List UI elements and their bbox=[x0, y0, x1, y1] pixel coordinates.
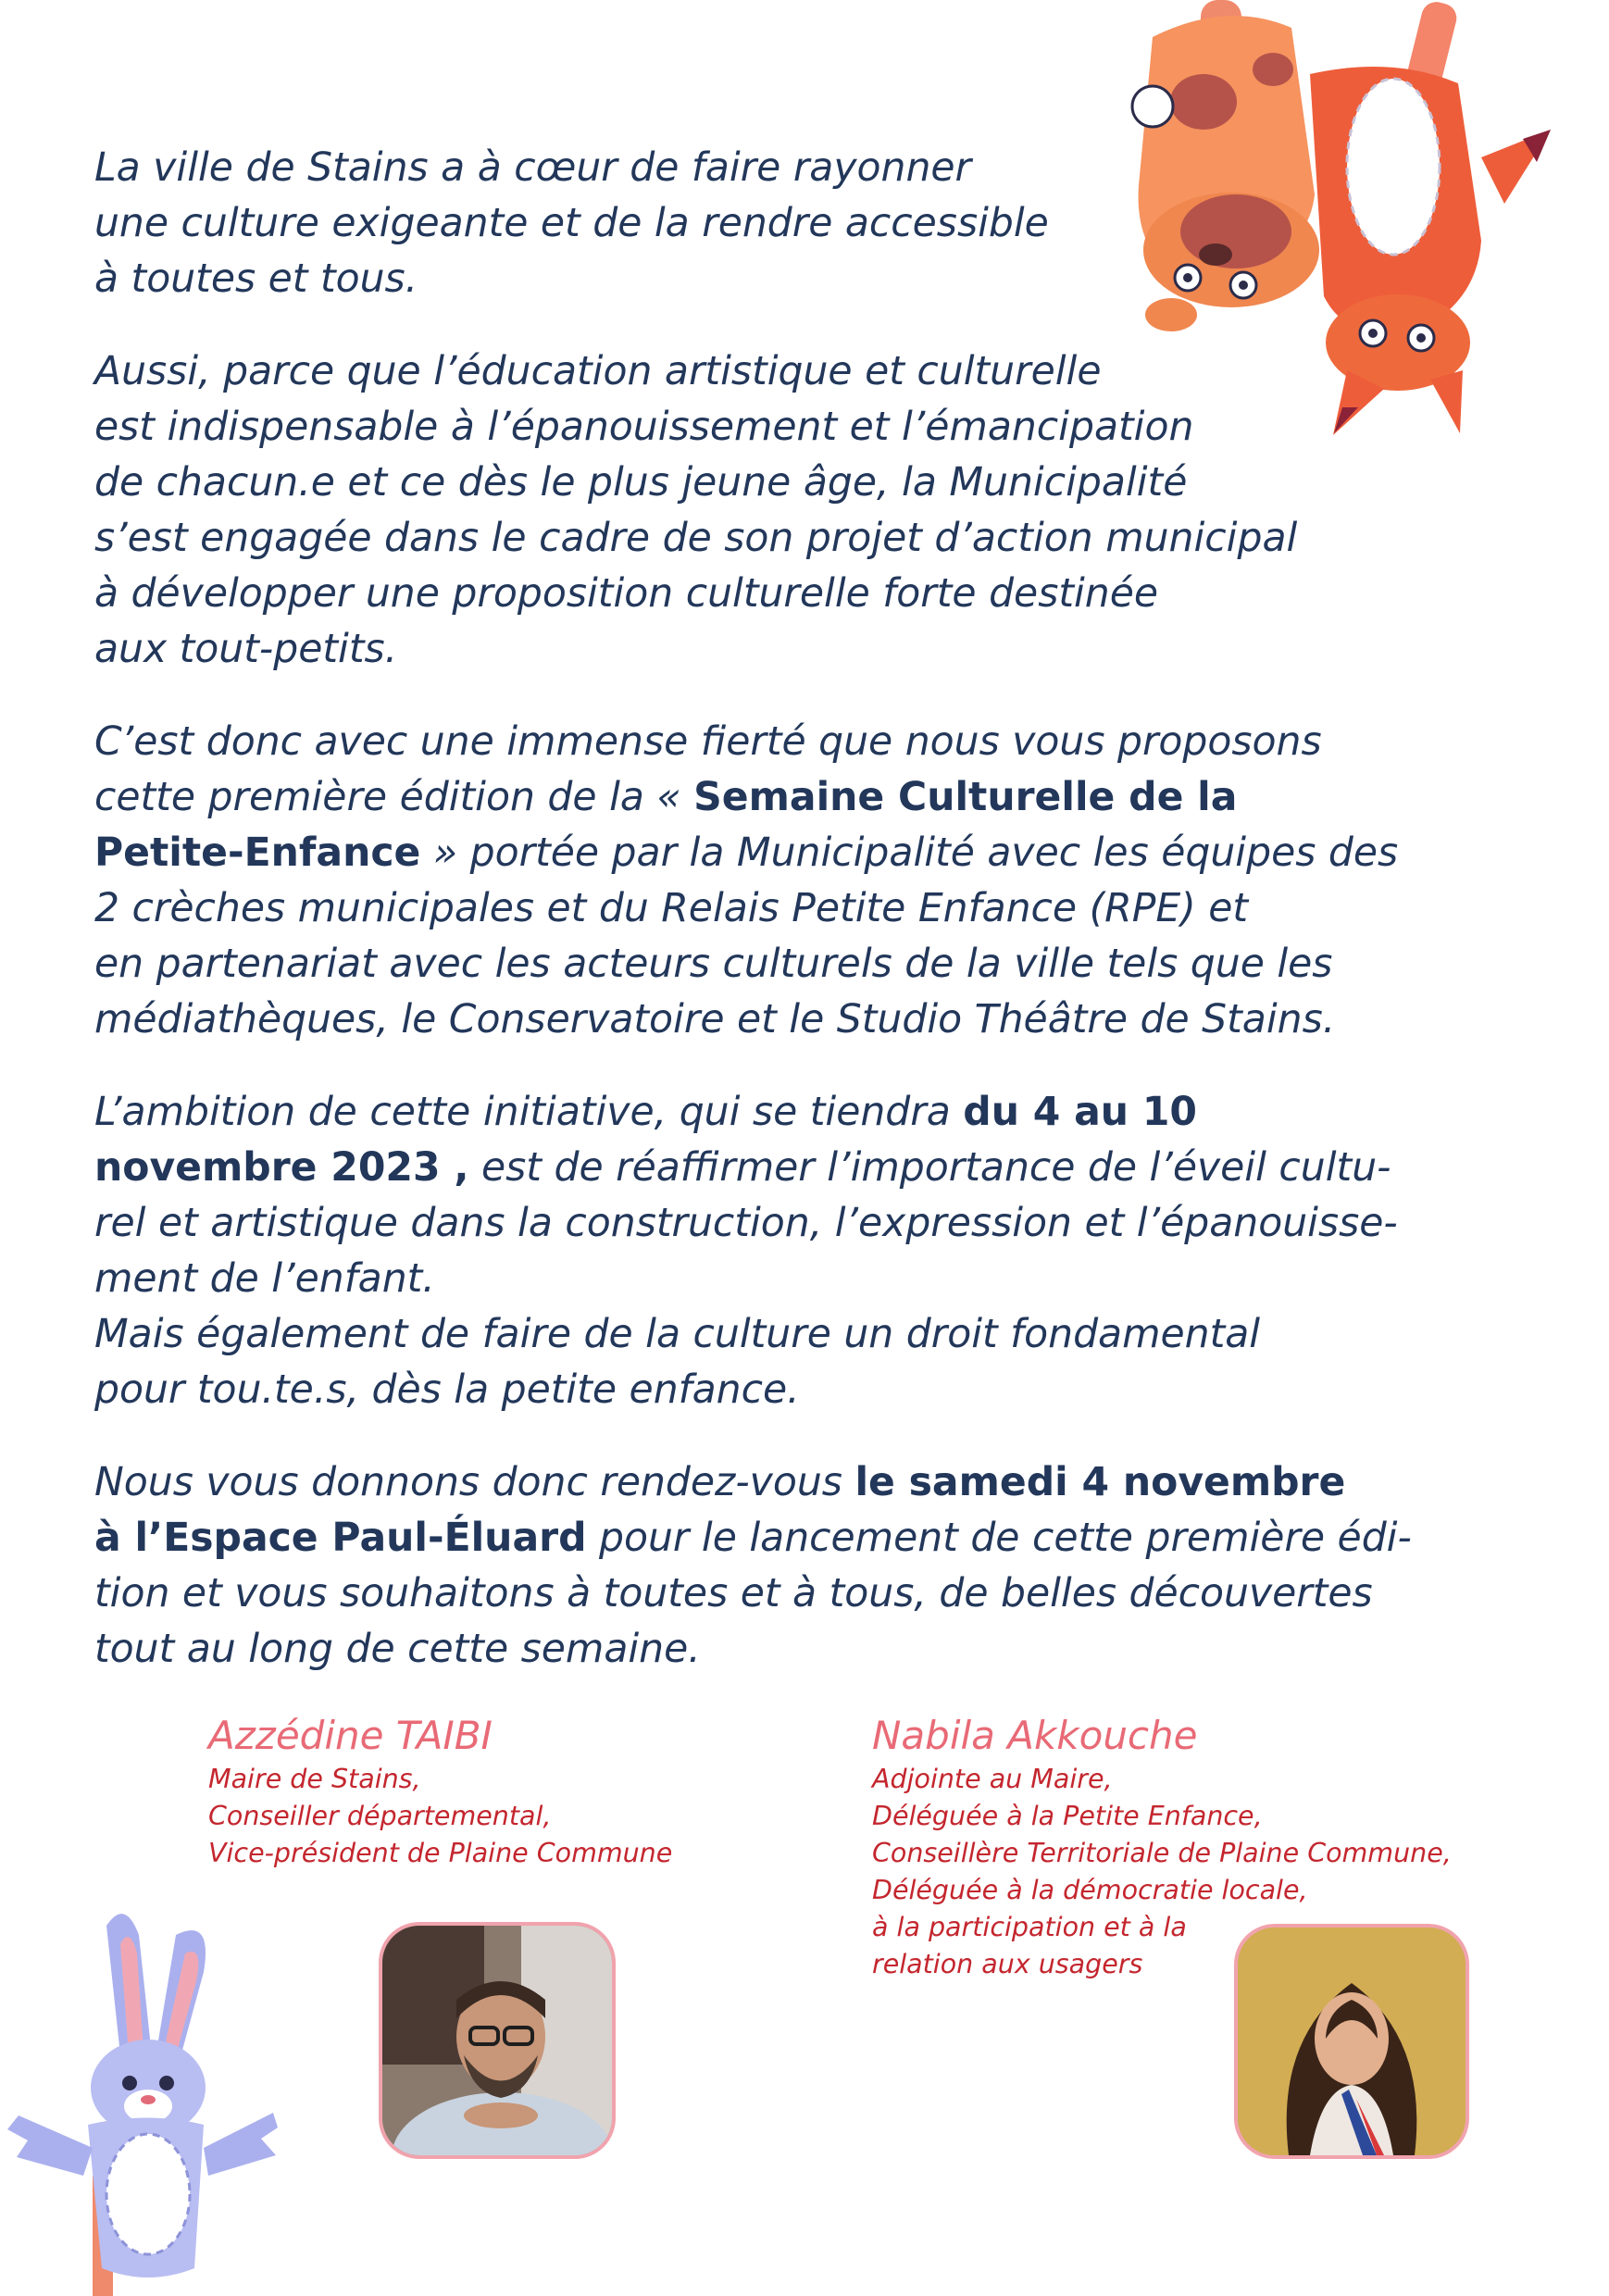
text-segment: ment de l’enfant. bbox=[94, 1256, 435, 1302]
body-paragraph bbox=[94, 1455, 1446, 1678]
text-line bbox=[94, 1363, 1446, 1418]
signatory-role: Maire de Stains, bbox=[208, 1764, 421, 1794]
body-paragraph bbox=[94, 715, 1446, 1048]
text-segment: Mais également de faire de la culture un droit fondamental bbox=[94, 1312, 1261, 1357]
text-line bbox=[94, 196, 1446, 252]
text-line bbox=[94, 715, 1446, 770]
text-line bbox=[94, 511, 1446, 567]
text-line bbox=[94, 992, 1446, 1048]
text-line bbox=[94, 1455, 1446, 1511]
text-segment: L’ambition de cette initiative, qui se tiendra bbox=[94, 1090, 964, 1135]
signatory-role: Conseillère Territoriale de Plaine Commune, bbox=[872, 1838, 1452, 1868]
text-line bbox=[94, 567, 1446, 622]
text-segment: tout au long de cette semaine. bbox=[94, 1627, 701, 1672]
text-line bbox=[94, 1196, 1446, 1252]
signatory-role: Adjointe au Maire, bbox=[872, 1764, 1113, 1794]
text-segment: 2 crèches municipales et du Relais Petite Enfance (RPE) et bbox=[94, 886, 1249, 931]
text-segment: pour tou.te.s, dès la petite enfance. bbox=[94, 1367, 800, 1413]
text-line bbox=[94, 881, 1446, 937]
body-paragraph bbox=[94, 1085, 1446, 1418]
text-segment: une culture exigeante et de la rendre accessible bbox=[94, 201, 1049, 246]
text-line bbox=[94, 1141, 1446, 1196]
text-line bbox=[94, 937, 1446, 992]
text-segment: Nous vous donnons donc rendez-vous bbox=[94, 1460, 855, 1505]
text-segment: est indispensable à l’épanouissement et l’émancipation bbox=[94, 405, 1194, 450]
body-text bbox=[94, 141, 1446, 1715]
signatory-name: Nabila Akkouche bbox=[872, 1713, 1198, 1758]
text-segment: » portée par la Municipalité avec les équipes des bbox=[420, 830, 1399, 876]
portrait-photo bbox=[382, 1926, 612, 2155]
portrait-photo bbox=[1238, 1928, 1466, 2155]
text-segment: tion et vous souhaitons à toutes et à tous, de belles découvertes bbox=[94, 1571, 1373, 1616]
signature-left bbox=[208, 1711, 672, 1872]
signatory-role: relation aux usagers bbox=[872, 1949, 1143, 1979]
text-line bbox=[94, 455, 1446, 511]
signatory-name: Azzédine TAIBI bbox=[208, 1713, 493, 1758]
text-line bbox=[94, 1252, 1446, 1307]
bunny-puppet-illustration bbox=[0, 1898, 278, 2296]
signatory-role: Déléguée à la Petite Enfance, bbox=[872, 1801, 1263, 1831]
text-segment: s’est engagée dans le cadre de son projet d’action municipal bbox=[94, 516, 1298, 561]
text-line bbox=[94, 1622, 1446, 1678]
bold-text: le samedi 4 novembre bbox=[854, 1460, 1346, 1505]
text-line bbox=[94, 141, 1446, 196]
portrait-photo-right bbox=[1234, 1924, 1469, 2159]
bold-text: Semaine Culturelle de la bbox=[693, 775, 1238, 820]
text-line bbox=[94, 252, 1446, 307]
bold-text: novembre 2023 , bbox=[94, 1145, 469, 1191]
text-segment: de chacun.e et ce dès le plus jeune âge, la Municipalité bbox=[94, 460, 1188, 505]
signatory-role: Déléguée à la démocratie locale, bbox=[872, 1875, 1308, 1905]
portrait-photo-left bbox=[379, 1922, 616, 2159]
text-segment: en partenariat avec les acteurs culturels de la ville tels que les bbox=[94, 942, 1333, 987]
text-segment: Aussi, parce que l’éducation artistique et culturelle bbox=[94, 349, 1102, 394]
text-line bbox=[94, 1566, 1446, 1622]
signatory-role: à la participation et à la bbox=[872, 1912, 1187, 1942]
text-line bbox=[94, 344, 1446, 400]
bold-text: à l’Espace Paul-Éluard bbox=[94, 1516, 587, 1561]
text-segment: La ville de Stains a à cœur de faire rayonner bbox=[94, 145, 971, 191]
bold-text: Petite-Enfance bbox=[94, 830, 421, 876]
bold-text: du 4 au 10 bbox=[963, 1090, 1197, 1135]
text-line bbox=[94, 400, 1446, 455]
text-line bbox=[94, 1307, 1446, 1363]
text-segment: cette première édition de la « bbox=[94, 775, 694, 820]
text-line bbox=[94, 622, 1446, 678]
body-paragraph bbox=[94, 344, 1446, 678]
body-paragraph bbox=[94, 141, 1446, 307]
text-segment: C’est donc avec une immense fierté que nous vous proposons bbox=[94, 719, 1322, 765]
text-segment: à développer une proposition culturelle forte destinée bbox=[94, 571, 1159, 617]
text-segment: rel et artistique dans la construction, l’expression et l’épanouisse- bbox=[94, 1201, 1398, 1246]
text-segment: à toutes et tous. bbox=[94, 256, 418, 302]
text-segment: médiathèques, le Conservatoire et le Studio Théâtre de Stains. bbox=[94, 997, 1336, 1042]
text-segment: aux tout-petits. bbox=[94, 627, 398, 672]
text-line bbox=[94, 770, 1446, 826]
text-line bbox=[94, 1511, 1446, 1566]
text-segment: pour le lancement de cette première édi- bbox=[586, 1516, 1412, 1561]
text-line bbox=[94, 1085, 1446, 1141]
signatory-role: Vice-président de Plaine Commune bbox=[208, 1838, 673, 1868]
text-line bbox=[94, 826, 1446, 881]
text-segment: est de réaffirmer l’importance de l’éveil cultu- bbox=[468, 1145, 1391, 1191]
signatory-role: Conseiller départemental, bbox=[208, 1801, 552, 1831]
